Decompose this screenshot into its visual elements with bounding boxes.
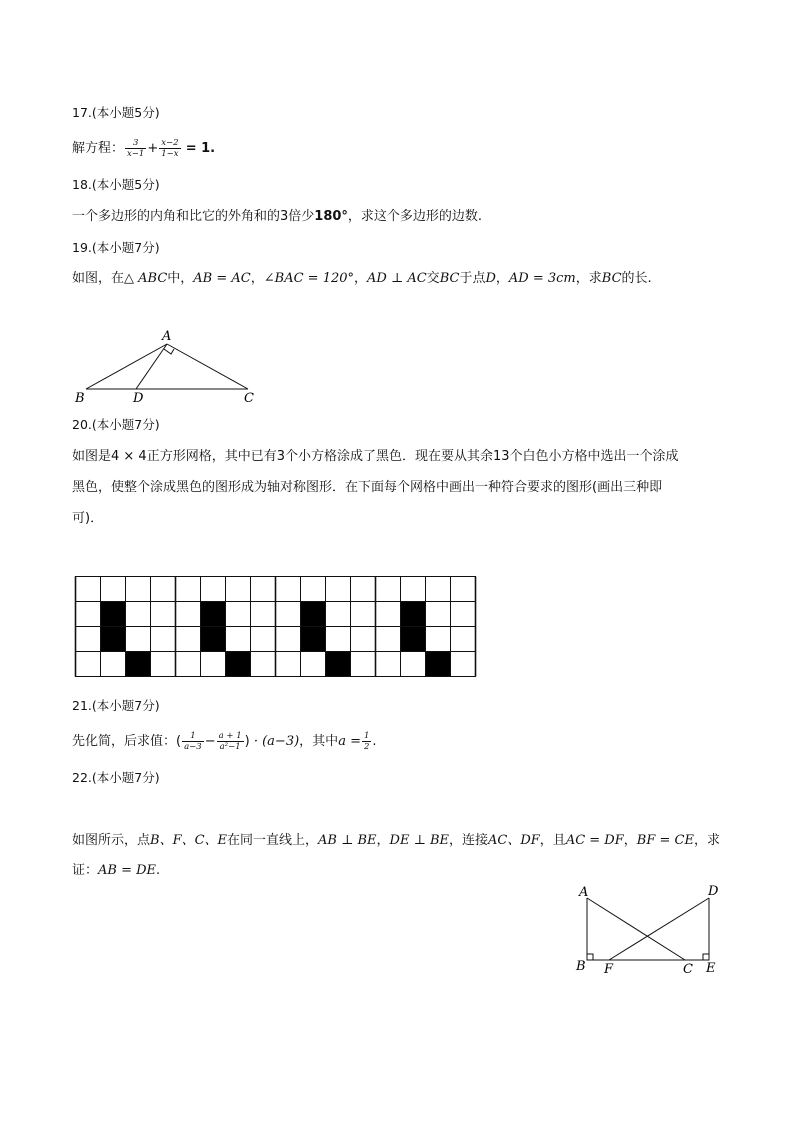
white-cell xyxy=(176,627,201,652)
white-cell xyxy=(176,577,201,602)
black-cell xyxy=(401,627,426,652)
white-cell xyxy=(126,602,151,627)
white-cell xyxy=(301,652,326,677)
white-cell xyxy=(201,577,226,602)
white-cell xyxy=(251,577,276,602)
white-cell xyxy=(326,577,351,602)
q21-header: 21.(本小题7分) xyxy=(72,698,160,713)
white-cell xyxy=(176,602,201,627)
q21-expression: 先化简，后求值：( $\frac{1}{a-3}$ − $\frac{a + 1}{\text{a²−1}}$ ) · (a−3)，其中a = $\frac{1}{2}$ . xyxy=(72,731,377,752)
q22-line-1: 如图所示，点B、F、C、E在同一直线上，AB ⊥ BE，DE ⊥ BE，连接AC、DF，且AC = DF，BF = CE，求 xyxy=(72,833,720,848)
black-cell xyxy=(201,627,226,652)
white-cell xyxy=(301,577,326,602)
white-cell xyxy=(151,627,176,652)
white-cell xyxy=(451,602,476,627)
q20-header: 20.(本小题7分) xyxy=(72,417,160,432)
white-cell xyxy=(351,627,376,652)
white-cell xyxy=(326,627,351,652)
white-cell xyxy=(226,577,251,602)
white-cell xyxy=(176,652,201,677)
white-cell xyxy=(426,577,451,602)
white-cell xyxy=(351,602,376,627)
white-cell xyxy=(451,577,476,602)
q21-fraction-1: $\frac{1}{a-3}$ xyxy=(184,731,202,752)
white-cell xyxy=(276,602,301,627)
white-cell xyxy=(151,602,176,627)
white-cell xyxy=(76,602,101,627)
q22-label-c: C xyxy=(683,962,693,977)
q22-label-e: E xyxy=(706,961,716,976)
white-cell xyxy=(76,652,101,677)
white-cell xyxy=(201,652,226,677)
white-cell xyxy=(451,627,476,652)
white-cell xyxy=(426,627,451,652)
q22-line-2: 证：AB = DE. xyxy=(72,863,161,878)
white-cell xyxy=(226,602,251,627)
white-cell xyxy=(276,627,301,652)
q18-text-b: ，求这个多边形的边数. xyxy=(347,209,483,224)
white-cell xyxy=(101,577,126,602)
white-cell xyxy=(326,602,351,627)
white-cell xyxy=(76,627,101,652)
q18-text-a: 一个多边形的内角和比它的外角和的3倍少 xyxy=(72,209,315,224)
q19-label-c: C xyxy=(244,391,254,406)
white-cell xyxy=(101,652,126,677)
q21-multiplier: · (a−3) xyxy=(253,734,300,749)
white-cell xyxy=(126,577,151,602)
q22-figure xyxy=(572,880,722,980)
white-cell xyxy=(376,627,401,652)
q20-line-3: 可)． xyxy=(72,511,104,526)
black-cell xyxy=(301,627,326,652)
q22-label-a: A xyxy=(579,885,589,900)
white-cell xyxy=(76,577,101,602)
white-cell xyxy=(151,652,176,677)
q19-header: 19.(本小题7分) xyxy=(72,240,160,255)
q19-text: 如图，在△ ABC中，AB = AC，∠BAC = 120°，AD ⊥ AC交BC于点D，AD = 3cm，求BC的长. xyxy=(72,271,652,286)
q22-label-f: F xyxy=(604,962,614,977)
black-cell xyxy=(101,627,126,652)
q20-grids-figure xyxy=(74,575,478,679)
q19-label-a: A xyxy=(162,329,172,344)
q18-degree: 180° xyxy=(314,209,348,224)
white-cell xyxy=(376,652,401,677)
white-cell xyxy=(251,627,276,652)
q20-grid-3 xyxy=(276,577,376,677)
q21-fraction-2: $\frac{a + 1}{\text{a²−1}}$ xyxy=(218,731,242,752)
q20-grid-1 xyxy=(76,577,176,677)
q17-rhs: = 1. xyxy=(185,141,216,156)
q22-label-b: B xyxy=(576,959,586,974)
white-cell xyxy=(251,652,276,677)
white-cell xyxy=(426,602,451,627)
white-cell xyxy=(451,652,476,677)
q22-header: 22.(本小题7分) xyxy=(72,770,160,785)
white-cell xyxy=(251,602,276,627)
q19-triangle-figure xyxy=(70,325,270,407)
white-cell xyxy=(276,652,301,677)
q17-fraction-1: $\frac{3}{x-1}$ xyxy=(127,138,145,159)
black-cell xyxy=(426,652,451,677)
white-cell xyxy=(226,627,251,652)
white-cell xyxy=(151,577,176,602)
black-cell xyxy=(126,652,151,677)
q21-value: $\frac{1}{2}$ xyxy=(363,731,370,752)
white-cell xyxy=(351,652,376,677)
black-cell xyxy=(226,652,251,677)
q22-label-d: D xyxy=(708,884,719,899)
q17-plus: + xyxy=(147,141,159,156)
white-cell xyxy=(376,577,401,602)
q17-prefix: 解方程： xyxy=(72,141,125,156)
q18-header: 18.(本小题5分) xyxy=(72,177,160,192)
black-cell xyxy=(301,602,326,627)
q19-label-b: B xyxy=(75,391,85,406)
black-cell xyxy=(101,602,126,627)
white-cell xyxy=(351,577,376,602)
black-cell xyxy=(326,652,351,677)
white-cell xyxy=(401,577,426,602)
black-cell xyxy=(401,602,426,627)
q19-label-d: D xyxy=(133,391,144,406)
white-cell xyxy=(126,627,151,652)
q20-grid-2 xyxy=(176,577,276,677)
q18-text xyxy=(72,207,482,227)
q17-equation xyxy=(72,138,215,159)
q20-line-2: 黑色，使整个涂成黑色的图形成为轴对称图形．在下面每个网格中画出一种符合要求的图形(画出三种即 xyxy=(72,480,663,495)
white-cell xyxy=(401,652,426,677)
q21-prefix: 先化简，后求值： xyxy=(72,734,177,749)
white-cell xyxy=(376,602,401,627)
white-cell xyxy=(276,577,301,602)
q17-fraction-2: $\frac{x-2}{1-x}$ xyxy=(161,138,179,159)
q20-line-1: 如图是4 × 4正方形网格，其中已有3个小方格涂成了黑色．现在要从其余13个白色小方格中选出一个涂成 xyxy=(72,449,679,464)
black-cell xyxy=(201,602,226,627)
q20-grid-4 xyxy=(376,577,476,677)
q17-header: 17.(本小题5分) xyxy=(72,105,160,120)
